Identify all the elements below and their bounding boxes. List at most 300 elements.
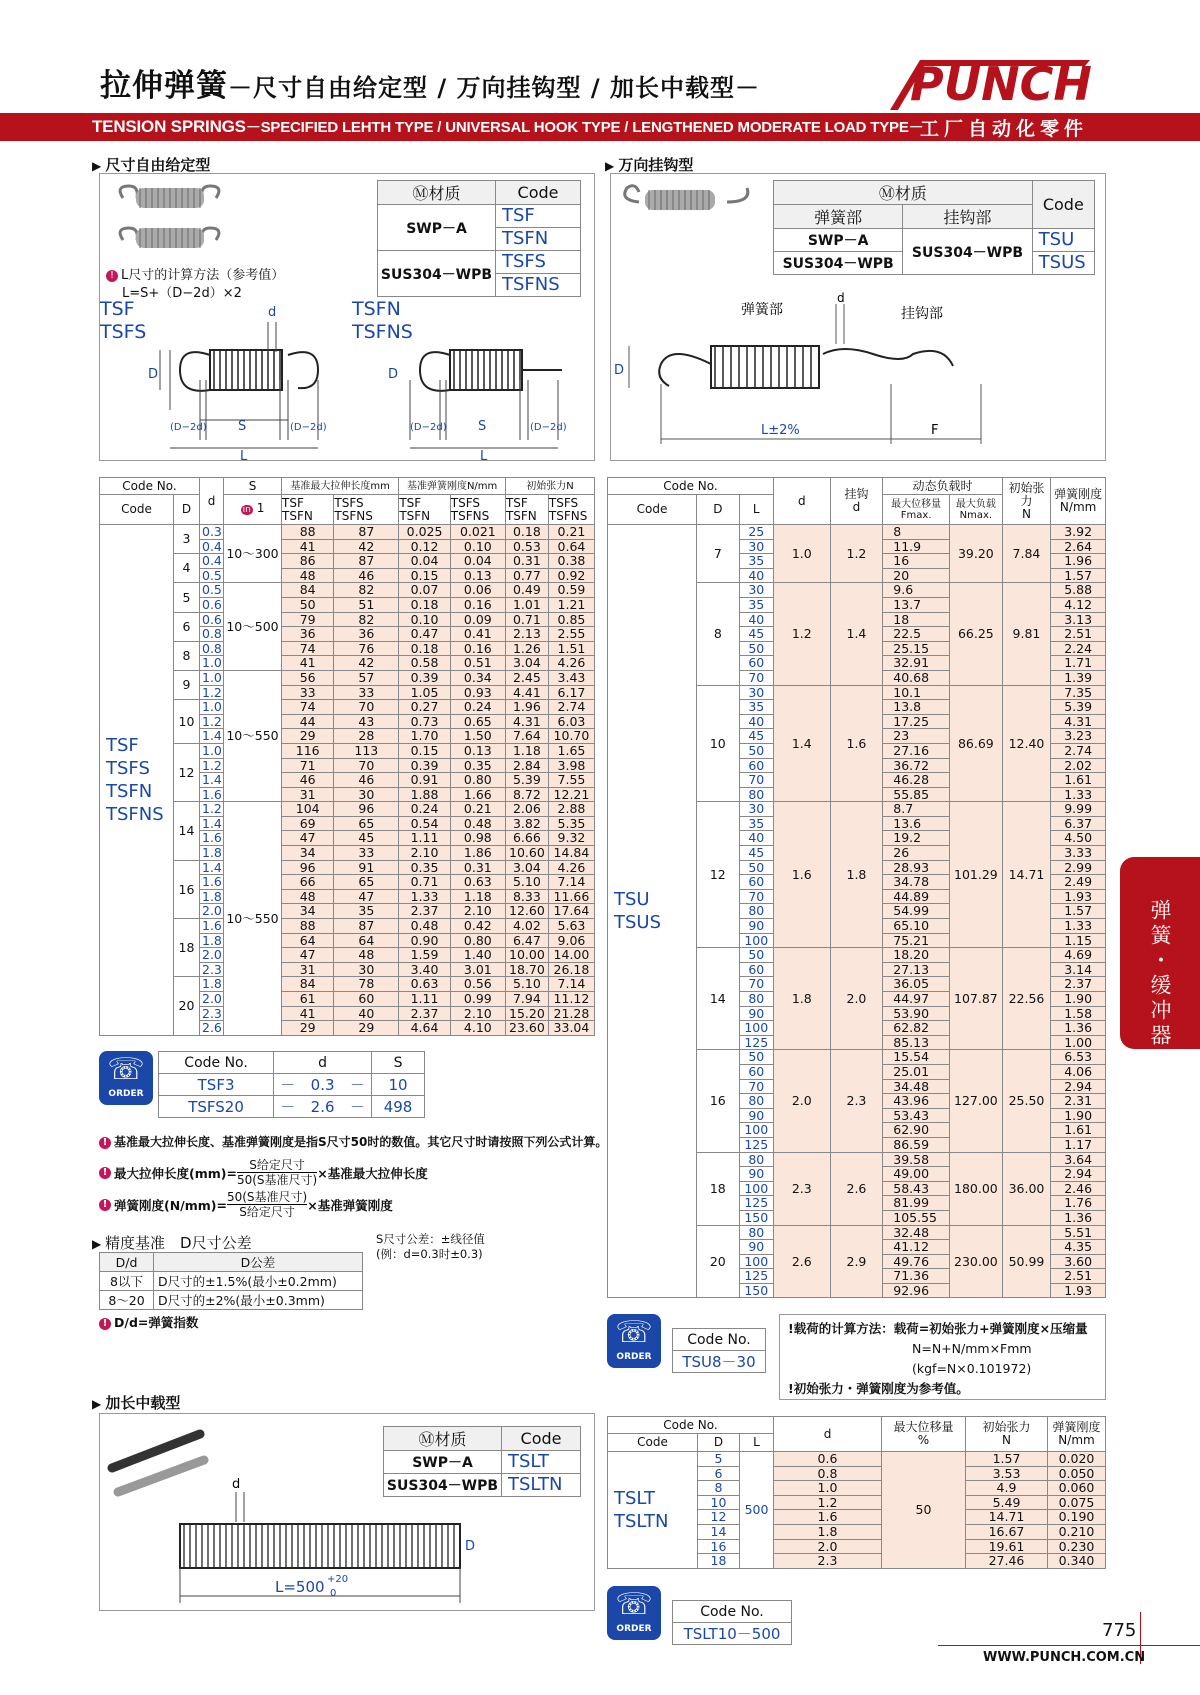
t1-val: 40 [334,1006,399,1021]
t1-d: 1.8 [200,889,224,904]
t1-val: 0.35 [450,758,505,773]
order1-r1-dash2: － [344,1074,372,1096]
t1-val: 7.55 [548,773,594,788]
t2-L: 125 [739,1137,773,1152]
t1-val: 1.51 [548,641,594,656]
t2-L: 40 [739,714,773,729]
t1-val: 76 [334,641,399,656]
t1-D: 8 [174,641,200,670]
code-tsfs: TSFS [496,251,581,274]
t2-L: 90 [739,1167,773,1182]
t1-val: 1.40 [450,948,505,963]
t1-h-S: S [224,478,282,495]
t1-h-d: d [200,478,224,525]
t1-D: 14 [174,802,200,860]
t1-val: 0.10 [450,539,505,554]
t2-rate: 1.93 [1051,889,1106,904]
t1-val: 33 [334,846,399,861]
t1-val: 21.28 [548,1006,594,1021]
t2-fmax: 36.72 [883,758,950,773]
t1-val: 0.39 [399,670,450,685]
f1-num: S给定尺寸 [237,1158,317,1173]
t1-val: 0.73 [399,714,450,729]
t2-rate: 2.02 [1051,758,1106,773]
t2-L: 35 [739,816,773,831]
t1-val: 4.41 [505,685,548,700]
t3-D: 12 [698,1510,740,1525]
t1-h-b1-t2: TSFN [399,508,431,523]
t3-h-d: d [774,1417,882,1452]
t3-D: 10 [698,1495,740,1510]
tsfn-drawing [388,300,590,464]
t2-L: 35 [739,554,773,569]
t1-d: 1.0 [200,670,224,685]
t2-h-L: L [739,495,773,525]
t3-h-rate-u: N/mm [1058,1433,1095,1447]
t1-val: 70 [334,758,399,773]
page-title [100,60,760,105]
t2-fmax: 62.82 [883,1021,950,1036]
tslt-dim-L: L=500 [275,1578,325,1596]
order3-v: TSLT10－500 [673,1623,792,1645]
t1-val: 4.10 [450,1021,505,1036]
t2-d: 2.3 [773,1152,830,1225]
t3-D: 14 [698,1524,740,1539]
t2-L: 90 [739,1006,773,1021]
t2-h-fmax-t: 最大位移量 [891,498,942,510]
tsu-mat-sus: SUS304－WPB [774,252,903,275]
t2-L: 50 [739,1050,773,1065]
mat-sus: SUS304－WPB [378,251,496,297]
t2-rate: 1.36 [1051,1210,1106,1225]
table-row [100,583,595,598]
t2-d: 1.2 [773,583,830,685]
t1-h-tension: 初始张力N [505,478,594,495]
t1-val: 50 [282,597,334,612]
t1-val: 14.84 [548,846,594,861]
t1-d: 1.4 [200,816,224,831]
tsu-note1-text: 载荷的计算方法：载荷=初始张力+弹簧刚度×压缩量 [793,1321,1088,1336]
t1-d: 0.8 [200,641,224,656]
tsu-notes [779,1314,1106,1400]
t1-d: 0.4 [200,554,224,569]
dim-D2d-right: (D−2d) [290,422,327,433]
t2-h-dyn: 动态负载时 [883,478,1002,495]
tslt-code-head: Code [502,1427,581,1451]
t1-val: 34 [282,904,334,919]
t1-val: 0.93 [450,685,505,700]
t1-val: 9.32 [548,831,594,846]
t1-val: 64 [282,933,334,948]
t2-rate: 4.06 [1051,1064,1106,1079]
t1-d: 1.6 [200,831,224,846]
t1-val: 0.54 [399,816,450,831]
t1-val: 6.47 [505,933,548,948]
table-row [100,919,595,934]
t1-val: 48 [282,568,334,583]
t2-nmax: 180.00 [950,1152,1003,1225]
t1-val: 1.11 [399,992,450,1007]
t1-val: 1.70 [399,729,450,744]
tsu-code-head: Code [1032,181,1094,229]
t2-h-hook-t: 挂钩 [844,487,869,501]
note1 [99,1133,607,1150]
t2-rate: 5.51 [1051,1225,1106,1240]
t1-val: 1.26 [505,641,548,656]
table-row [100,612,595,627]
t2-L: 30 [739,583,773,598]
t1-val: 56 [282,670,334,685]
t2-h-D: D [697,495,740,525]
t1-d: 0.6 [200,612,224,627]
t2-fmax: 86.59 [883,1137,950,1152]
t1-val: 4.26 [548,860,594,875]
t2-rate: 1.33 [1051,787,1106,802]
t1-h-a2-t2: TSFNS [334,508,373,523]
t1-val: 35 [334,904,399,919]
t2-d: 2.0 [773,1050,830,1152]
t2-hook-d: 1.6 [830,685,883,802]
t2-rate: 1.90 [1051,1108,1106,1123]
t2-h-rate-u: N/mm [1059,500,1097,514]
t2-rate: 6.53 [1051,1050,1106,1065]
t2-L: 150 [739,1283,773,1298]
t2-h-nmax-u: Nmax. [959,509,993,521]
t2-L: 30 [739,539,773,554]
t2-fmax: 10.1 [883,685,950,700]
t2-fmax: 92.96 [883,1283,950,1298]
t1-val: 2.45 [505,670,548,685]
formula1 [99,1158,428,1187]
table-row [100,670,595,685]
t2-rate: 1.17 [1051,1137,1106,1152]
t1-val: 65 [334,875,399,890]
t1-D: 9 [174,670,200,699]
t1-val: 86 [282,554,334,569]
t1-val: 4.26 [548,656,594,671]
table-row [100,977,595,992]
t1-val: 2.10 [450,1006,505,1021]
t2-rate: 2.49 [1051,875,1106,890]
order1-r1-code: TSF3 [159,1074,274,1096]
order1-r2-dash2: － [344,1096,372,1118]
t2-fmax: 18 [883,612,950,627]
t2-L: 40 [739,568,773,583]
t2-fmax: 62.90 [883,1123,950,1138]
t2-D: 20 [697,1225,740,1298]
code-head: Code [496,181,581,205]
t2-fmax: 41.12 [883,1240,950,1255]
t1-d: 1.8 [200,933,224,948]
t1-val: 8.33 [505,889,548,904]
t2-code-label: TSU TSUS [608,525,697,1298]
t1-val: 0.65 [450,714,505,729]
t2-rate: 1.00 [1051,1035,1106,1050]
precision-table [99,1252,363,1310]
t1-val: 0.38 [548,554,594,569]
t1-val: 6.03 [548,714,594,729]
universal-spring-photo-icon [617,180,757,230]
t2-nmax: 127.00 [950,1050,1003,1152]
t1-val: 10.00 [505,948,548,963]
t2-L: 70 [739,889,773,904]
order1-h-s: S [372,1052,425,1074]
t2-L: 50 [739,860,773,875]
t1-val: 74 [282,700,334,715]
t1-val: 3.04 [505,656,548,671]
t1-val: 0.99 [450,992,505,1007]
t2-D: 10 [697,685,740,802]
t1-val: 12.60 [505,904,548,919]
calc-formula: L=S+（D−2d）×2 [122,286,242,301]
t1-d: 0.6 [200,597,224,612]
t1-S-range: 10～300 [224,525,282,583]
t2-rate: 4.50 [1051,831,1106,846]
t1-val: 0.41 [450,627,505,642]
t1-val: 0.21 [548,525,594,540]
t1-val: 36 [334,627,399,642]
t1-val: 82 [334,583,399,598]
t2-fmax: 85.13 [883,1035,950,1050]
t1-d: 0.5 [200,568,224,583]
tslt-figure-box [99,1413,595,1611]
order3-icon: ☏ ORDER [607,1586,661,1640]
t3-D: 18 [698,1554,740,1569]
t3-h-init-u: N [1002,1433,1011,1447]
t2-h-hook-d: d [852,500,861,514]
t2-rate: 3.64 [1051,1152,1106,1167]
code-tsfns: TSFNS [496,274,581,297]
t2-L: 35 [739,700,773,715]
order1-r1-s: 10 [372,1074,425,1096]
t1-val: 0.71 [399,875,450,890]
dim-spring-part: 弹簧部 [741,302,783,318]
section-tsf-title: ▶ 尺寸自由给定型 [92,154,210,175]
t1-val: 0.63 [399,977,450,992]
dim-S: S [238,419,247,434]
dim-D2d-right-2: (D−2d) [530,422,567,433]
t2-L: 125 [739,1035,773,1050]
t2-rate: 6.37 [1051,816,1106,831]
order1-h-code: Code No. [159,1052,274,1074]
tsu-note3: (kgf=N×0.101972) [912,1361,1032,1376]
t2-fmax: 13.8 [883,700,950,715]
t2-h-rate-t: 弹簧刚度 [1054,487,1103,501]
t1-val: 84 [282,977,334,992]
t1-val: 5.39 [505,773,548,788]
code-tsltn: TSLTN [502,1474,581,1497]
t2-L: 90 [739,1108,773,1123]
t2-fmax: 25.15 [883,641,950,656]
t3-D: 5 [698,1452,740,1467]
t1-val: 64 [334,933,399,948]
t2-h-nmax [950,495,1003,525]
t2-rate: 1.93 [1051,1283,1106,1298]
t2-fmax: 19.2 [883,831,950,846]
mat-head: Ⓜ材质 [378,181,496,205]
t1-h-b2-t2: TSFNS [450,508,490,523]
t1-val: 48 [334,948,399,963]
t2-init: 9.81 [1002,583,1051,685]
formula2 [99,1190,393,1219]
t1-val: 3.04 [505,860,548,875]
t1-val: 33.04 [548,1021,594,1036]
calc-note-text: L尺寸的计算方法（参考值） [121,268,285,283]
side-tab-text: 弹簧・缓冲器 [1148,899,1172,1049]
t2-hook-d: 1.2 [830,525,883,583]
t2-rate: 1.57 [1051,568,1106,583]
t3-rate: 0.340 [1048,1554,1106,1569]
t1-val: 84 [282,583,334,598]
t1-val: 0.59 [548,583,594,598]
t1-val: 71 [282,758,334,773]
t1-val: 79 [282,612,334,627]
t3-init: 3.53 [966,1466,1048,1481]
t1-val: 70 [334,700,399,715]
t1-val: 87 [334,919,399,934]
dim-L: L [240,449,248,464]
tsu-material-table [773,180,1095,275]
t2-fmax: 18.20 [883,948,950,963]
t1-val: 23.60 [505,1021,548,1036]
t1-d: 1.0 [200,743,224,758]
t2-fmax: 32.91 [883,656,950,671]
t3-d: 1.0 [774,1481,882,1496]
t1-val: 1.01 [505,597,548,612]
t2-fmax: 26 [883,846,950,861]
t2-fmax: 53.43 [883,1108,950,1123]
footer-rule-h [938,1645,1200,1646]
tsf-spec-table [99,477,595,1036]
t2-rate: 1.36 [1051,1021,1106,1036]
t1-val: 0.16 [450,641,505,656]
t1-h-code: Code [100,495,174,525]
tsu-dim-D: D [614,363,625,378]
t1-val: 29 [282,1021,334,1036]
t1-val: 88 [282,525,334,540]
t1-val: 1.11 [399,831,450,846]
t1-D: 16 [174,860,200,918]
t2-d: 2.6 [773,1225,830,1298]
t1-D: 20 [174,977,200,1035]
t2-rate: 3.23 [1051,729,1106,744]
t1-d: 2.3 [200,1006,224,1021]
t1-val: 51 [334,597,399,612]
order1-h-d: d [274,1052,372,1074]
t1-val: 0.12 [399,539,450,554]
t1-val: 8.72 [505,787,548,802]
t2-hook-d: 1.8 [830,802,883,948]
s-tol-text: S尺寸公差：±线径值 [376,1232,485,1246]
t1-h-c2-t2: TSFNS [548,508,588,523]
t2-L: 70 [739,1079,773,1094]
order2-table [672,1328,766,1373]
t2-fmax: 49.00 [883,1167,950,1182]
t1-val: 1.50 [450,729,505,744]
t2-rate: 1.96 [1051,554,1106,569]
t1-S-range: 10～500 [224,583,282,671]
prec-r1-a: 8以下 [100,1272,154,1291]
t1-val: 0.48 [450,816,505,831]
t1-S-range: 10～550 [224,802,282,1036]
t1-h-c1 [505,495,548,525]
t1-h-a2-t1: TSFS [334,495,364,510]
t1-val: 1.59 [399,948,450,963]
t3-h-D: D [698,1434,740,1452]
t2-nmax: 86.69 [950,685,1003,802]
tsu-mat-head: Ⓜ材质 [774,181,1033,205]
t2-nmax: 39.20 [950,525,1003,583]
t2-fmax: 8.7 [883,802,950,817]
t2-L: 80 [739,1152,773,1167]
t2-rate: 2.37 [1051,977,1106,992]
t3-init: 5.49 [966,1495,1048,1510]
t2-h-nmax-t: 最大负载 [955,498,996,510]
t1-val: 104 [282,802,334,817]
t1-h-c1-t2: TSFN [505,508,537,523]
hook-part-head: 挂钩部 [903,205,1032,229]
t1-val: 43 [334,714,399,729]
t3-init: 4.9 [966,1481,1048,1496]
t1-val: 0.53 [505,539,548,554]
en-main: TENSION SPRINGS [92,117,246,136]
t2-fmax: 13.7 [883,597,950,612]
t1-D: 3 [174,525,200,554]
f2-den: S给定尺寸 [239,1205,295,1219]
t1-val: 46 [334,568,399,583]
t1-val: 0.56 [450,977,505,992]
t2-fmax: 36.05 [883,977,950,992]
t2-fmax: 39.58 [883,1152,950,1167]
t1-val: 1.66 [450,787,505,802]
order-icon-label: ORDER [108,1089,144,1099]
t1-val: 0.34 [450,670,505,685]
t1-val: 0.47 [399,627,450,642]
t2-rate: 2.94 [1051,1167,1106,1182]
prec-note-dot-icon: ! [99,1318,111,1330]
t2-d: 1.6 [773,802,830,948]
t1-code-label: TSF TSFS TSFN TSFNS [100,525,174,1036]
t1-d: 1.2 [200,685,224,700]
tsu-note4-text: 初始张力・弹簧刚度为参考值。 [793,1381,969,1396]
t1-val: 9.06 [548,933,594,948]
formula2-dot-icon: ! [99,1199,111,1211]
t1-val: 0.18 [399,641,450,656]
t1-h-D: D [174,495,200,525]
fig1-label: TSF TSFS [100,298,147,343]
note1-dot-icon: ! [99,1137,111,1149]
t2-h-init-n: N [1021,506,1031,521]
side-tab [1120,857,1200,1049]
t2-L: 100 [739,1181,773,1196]
t3-code-label: TSLT TSLTN [608,1452,698,1569]
t3-init: 16.67 [966,1524,1048,1539]
t1-val: 0.021 [450,525,505,540]
t2-init: 14.71 [1002,802,1051,948]
t2-rate: 2.94 [1051,1079,1106,1094]
tsu-mat-hook: SUS304－WPB [903,229,1032,275]
t1-d: 1.4 [200,773,224,788]
t1-h-a1-t2: TSFN [282,508,313,523]
precision-note-text: D/d=弹簧指数 [114,1315,199,1330]
t3-rate: 0.190 [1048,1510,1106,1525]
t2-h-d: d [773,478,830,525]
t1-val: 0.80 [450,773,505,788]
t2-L: 80 [739,992,773,1007]
t2-fmax: 43.96 [883,1094,950,1109]
t2-fmax: 17.25 [883,714,950,729]
t2-init: 25.50 [1002,1050,1051,1152]
